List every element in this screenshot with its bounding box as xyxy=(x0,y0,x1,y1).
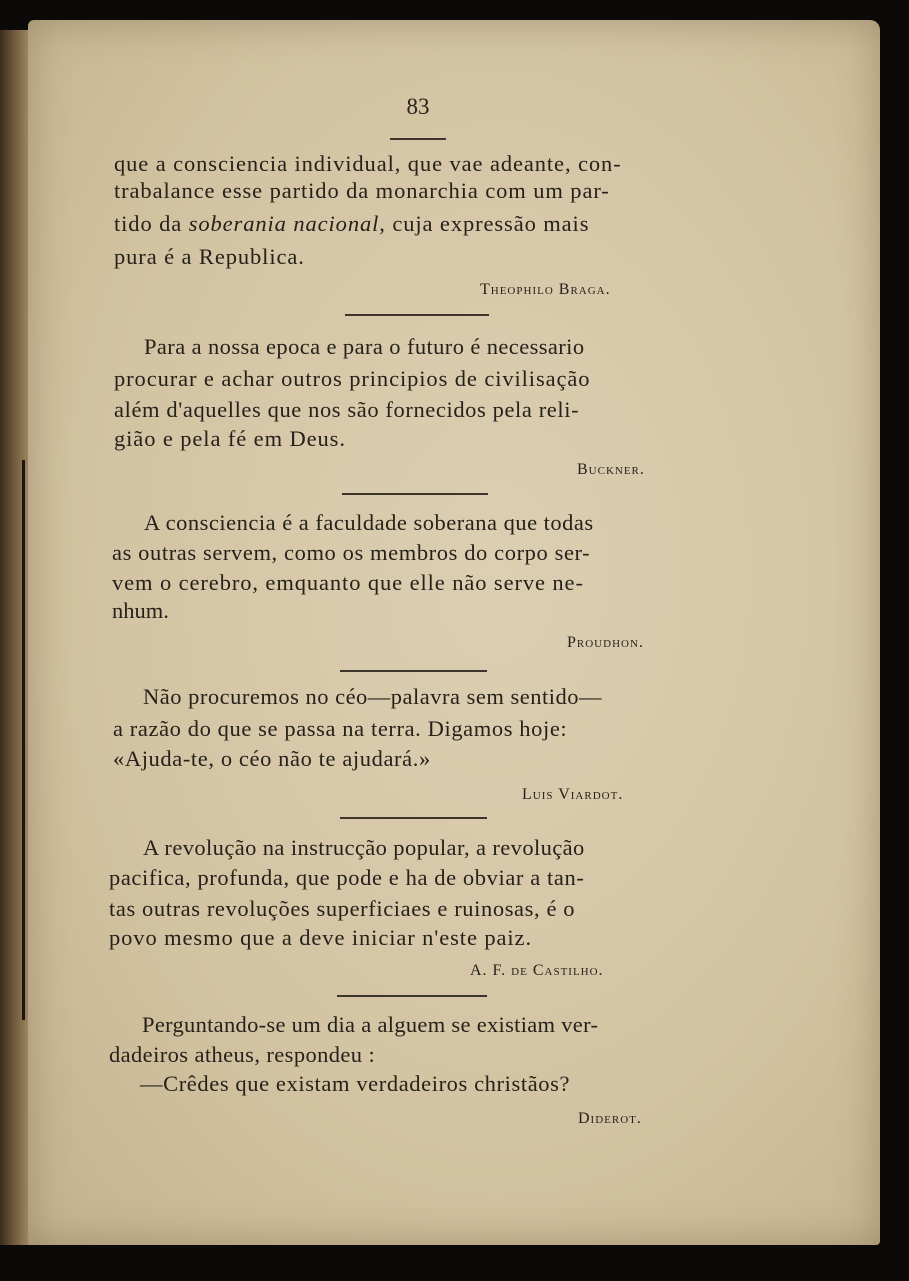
quote-line: vem o cerebro, emquanto que elle não serve ne- xyxy=(112,570,584,595)
quote-line: Para a nossa epoca e para o futuro é necessario xyxy=(144,334,585,359)
quote-line: pura é a Republica. xyxy=(114,244,305,269)
page-number: 83 xyxy=(406,94,430,119)
quote-line: as outras servem, como os membros do corpo ser- xyxy=(112,540,591,565)
quote-author: Buckner. xyxy=(577,461,645,478)
section-rule xyxy=(337,995,487,997)
section-rule xyxy=(345,314,489,316)
section-rule xyxy=(340,670,487,672)
section-rule xyxy=(342,493,488,495)
quote-line: pacifica, profunda, que pode e ha de obviar a tan- xyxy=(109,865,585,890)
quote-line: povo mesmo que a deve iniciar n'este paiz. xyxy=(109,925,532,950)
quote-line: A consciencia é a faculdade soberana que todas xyxy=(144,510,594,535)
quote-line: —Crêdes que existam verdadeiros christãos? xyxy=(140,1071,571,1096)
quote-line: dadeiros atheus, respondeu : xyxy=(109,1042,376,1067)
quote-line: além d'aquelles que nos são fornecidos pela reli- xyxy=(114,397,580,422)
quote-line: «Ajuda-te, o céo não te ajudará.» xyxy=(113,746,431,771)
quote-line xyxy=(114,210,589,237)
quote-line: A revolução na instrucção popular, a revolução xyxy=(143,835,585,860)
quote-line: gião e pela fé em Deus. xyxy=(114,426,346,451)
quote-author: Luis Viardot. xyxy=(522,786,624,803)
quote-author: Proudhon. xyxy=(567,634,644,651)
quote-fragment: , cuja expressão mais xyxy=(379,211,590,236)
quote-line: procurar e achar outros principios de civilisação xyxy=(114,366,591,391)
header-rule xyxy=(390,138,446,140)
quote-line: nhum. xyxy=(112,598,169,623)
quote-line: Não procuremos no céo—palavra sem sentido— xyxy=(143,684,602,709)
quote-emphasis: soberania nacional xyxy=(188,211,380,236)
binding-shadow-line xyxy=(22,460,25,1020)
quote-fragment: tido da xyxy=(114,211,189,236)
quote-line: que a consciencia individual, que vae adeante, con- xyxy=(114,151,622,176)
quote-author: A. F. de Castilho. xyxy=(470,962,604,979)
quote-author: Theophilo Braga. xyxy=(480,281,611,298)
quote-line: tas outras revoluções superficiaes e ruinosas, é o xyxy=(109,896,576,921)
quote-line: Perguntando-se um dia a alguem se existiam ver- xyxy=(142,1012,599,1037)
quote-author: Diderot. xyxy=(578,1110,642,1127)
section-rule xyxy=(340,817,487,819)
quote-line: a razão do que se passa na terra. Digamos hoje: xyxy=(113,716,568,741)
quote-line: trabalance esse partido da monarchia com um par- xyxy=(114,178,610,203)
